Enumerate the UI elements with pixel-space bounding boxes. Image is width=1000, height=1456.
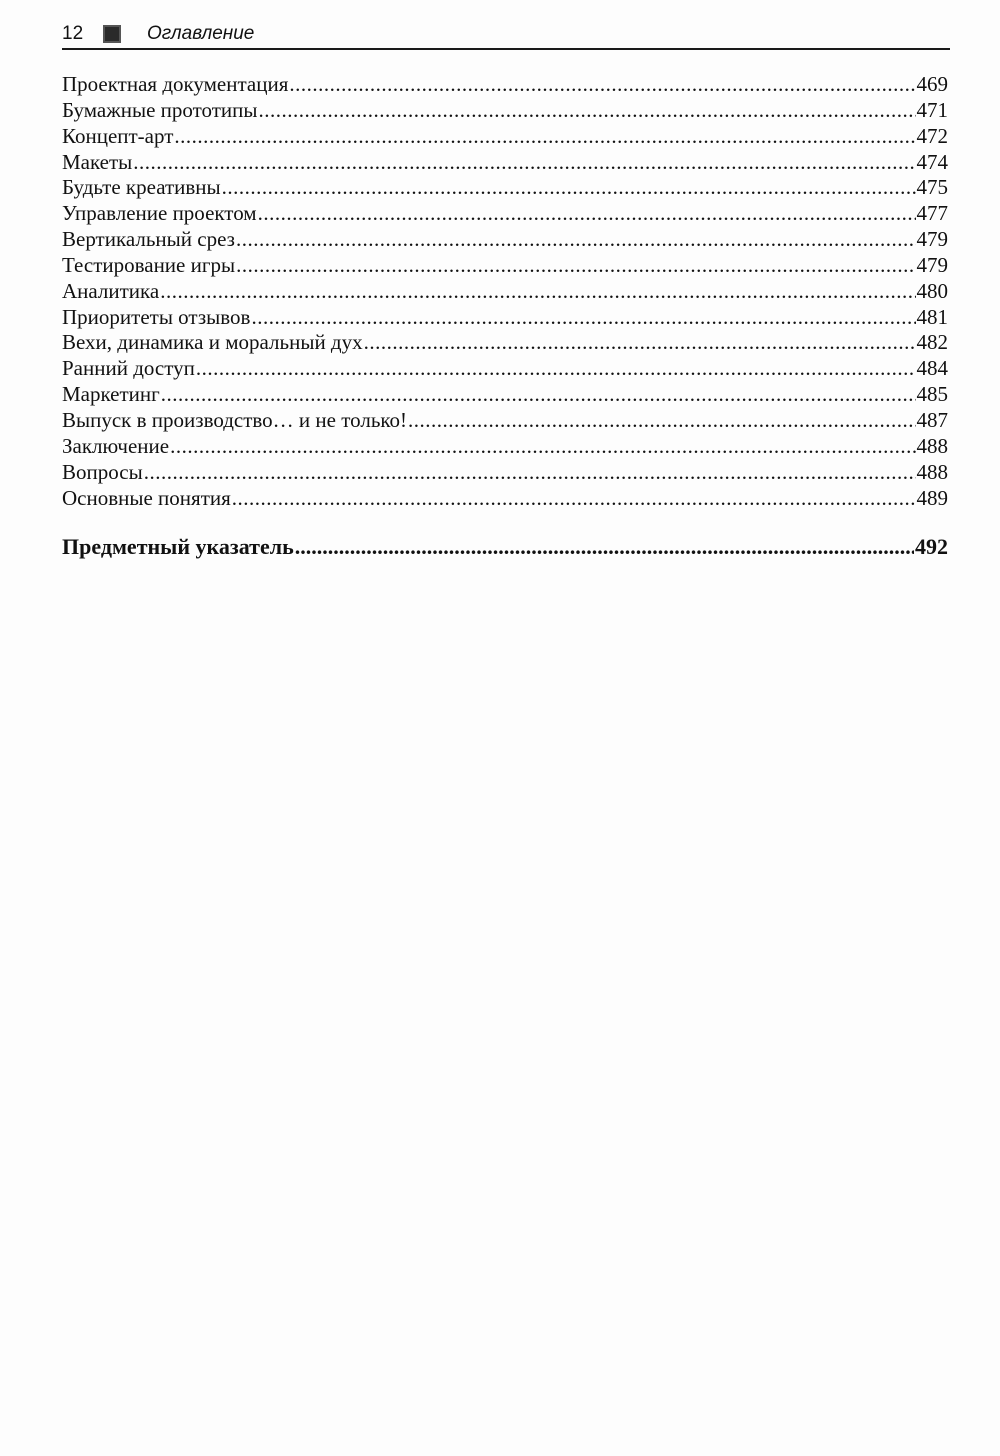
toc-entry-title: Вехи, динамика и моральный дух	[62, 330, 363, 355]
toc-entry-page: 488	[916, 459, 948, 484]
toc-entry-page: 474	[916, 149, 948, 174]
toc-entry	[62, 253, 948, 279]
toc-entry	[62, 124, 948, 150]
toc-major-entry	[62, 532, 948, 562]
toc-entry-title: Тестирование игры	[62, 252, 236, 277]
toc-entry-title: Управление проектом	[62, 201, 257, 226]
toc-entry-title: Будьте креативны	[62, 175, 221, 200]
toc-entry	[62, 227, 948, 253]
toc-entry	[62, 98, 948, 124]
toc-major-title: Предметный указатель	[62, 534, 294, 559]
toc-entry	[62, 175, 948, 201]
dot-leader	[133, 150, 915, 176]
section-title: Оглавление	[147, 23, 255, 44]
toc-entry-title: Проектная документация	[62, 72, 289, 96]
toc-entry-title: Маркетинг	[62, 382, 160, 407]
toc-entry-page: 484	[916, 356, 948, 381]
dot-leader	[258, 201, 916, 227]
running-header	[62, 22, 950, 50]
toc-entry-title: Аналитика	[62, 278, 160, 303]
dot-leader	[222, 175, 916, 201]
toc-entry-page: 477	[916, 201, 948, 226]
dot-leader	[236, 227, 916, 253]
toc-entry-title: Выпуск в производство… и не только!	[62, 407, 408, 432]
dot-leader	[236, 253, 915, 279]
toc-entry-page: 480	[916, 278, 948, 303]
toc-entry-page: 472	[916, 123, 948, 148]
toc-entry-page: 471	[916, 97, 948, 122]
dot-leader	[295, 532, 914, 562]
dot-leader	[144, 460, 916, 486]
toc-entry-page: 487	[916, 407, 948, 432]
toc-entry	[62, 486, 948, 512]
toc-entry	[62, 460, 948, 486]
toc-entry-title: Основные понятия	[62, 485, 231, 510]
dot-leader	[170, 434, 915, 460]
dot-leader	[232, 486, 916, 512]
toc-entry-page: 475	[916, 175, 948, 200]
toc-entry	[62, 279, 948, 305]
dot-leader	[408, 408, 915, 434]
toc-entry-title: Заключение	[62, 433, 170, 458]
dot-leader	[174, 124, 915, 150]
toc-entry-page: 482	[916, 330, 948, 355]
toc-entry-page: 481	[916, 304, 948, 329]
toc-entry-page: 479	[916, 252, 948, 277]
toc-entry	[62, 72, 948, 98]
toc-list	[62, 72, 948, 511]
dot-leader	[251, 305, 915, 331]
dot-leader	[259, 98, 916, 124]
toc-entry	[62, 356, 948, 382]
toc-major-page: 492	[915, 534, 948, 559]
dot-leader	[364, 330, 916, 356]
toc-entry	[62, 434, 948, 460]
toc-entry-title: Бумажные прототипы	[62, 97, 258, 122]
toc-entry	[62, 408, 948, 434]
toc-entry-title: Вопросы	[62, 459, 143, 484]
toc-entry	[62, 330, 948, 356]
toc-entry	[62, 150, 948, 176]
toc-entry-title: Макеты	[62, 149, 133, 174]
toc-entry-title: Ранний доступ	[62, 356, 195, 381]
toc-entry-page: 488	[916, 433, 948, 458]
toc-entry-title: Приоритеты отзывов	[62, 304, 251, 329]
toc-entry-title: Вертикальный срез	[62, 227, 235, 252]
toc-entry-page: 479	[916, 227, 948, 252]
dot-leader	[196, 356, 916, 382]
square-marker-icon	[103, 25, 121, 43]
dot-leader	[160, 279, 915, 305]
toc-entry-page: 489	[916, 485, 948, 510]
toc-entry	[62, 305, 948, 331]
dot-leader	[289, 72, 915, 98]
toc-entry-page: 469	[916, 72, 948, 96]
toc-entry-title: Концепт-арт	[62, 123, 174, 148]
page-number: 12	[62, 23, 84, 44]
toc-entry-page: 485	[916, 382, 948, 407]
toc-entry	[62, 201, 948, 227]
dot-leader	[161, 382, 916, 408]
toc-entry	[62, 382, 948, 408]
